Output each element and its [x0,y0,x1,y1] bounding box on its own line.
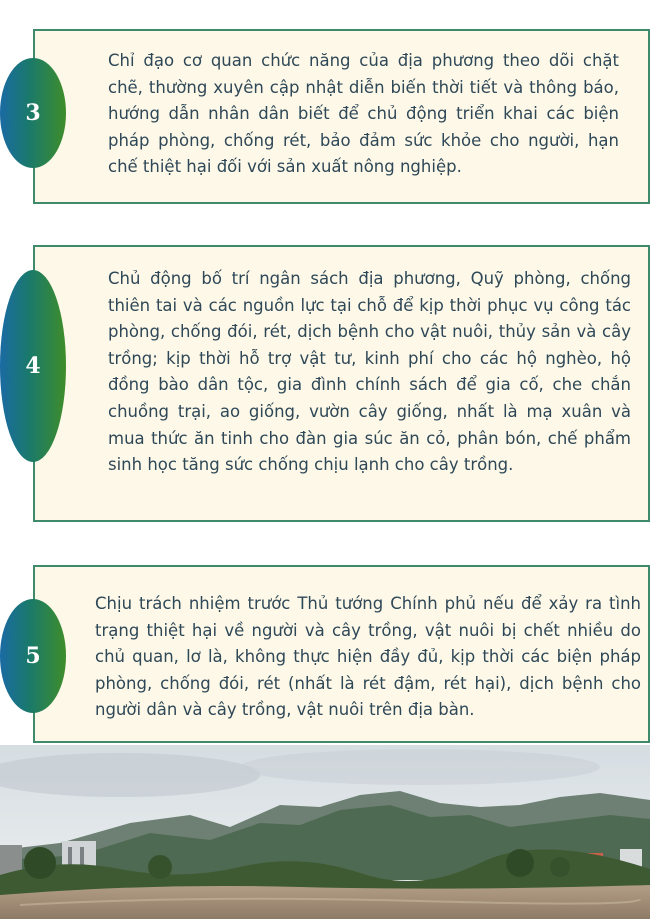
item-number-badge: 3 [0,58,66,168]
item-text: Chịu trách nhiệm trước Thủ tướng Chính phủ nếu để xảy ra tình trạng thiệt hại về người và cây trồng, vật nuôi bị chết nhiều do chủ quan, lơ là, không thực hiện đầy đủ, kịp thời các biện pháp phòng, chống đói, rét (nhất là rét đậm, rét hại), dịch bệnh cho người dân và cây trồng, vật nuôi trên địa bàn. [95,594,641,720]
item-text: Chỉ đạo cơ quan chức năng của địa phương theo dõi chặt chẽ, thường xuyên cập nhật diễn biến thời tiết và thông báo, hướng dẫn nhân dân biết để chủ động triển khai các biện pháp phòng, chống rét, bảo đảm sức khỏe cho người, hạn chế thiệt hại đối với sản xuất nông nghiệp. [108,51,619,177]
item-number-badge: 4 [0,270,66,462]
river-mountain-landscape-image [0,745,650,919]
item-card-5 [33,565,650,743]
item-card-4 [33,245,650,522]
landscape-photo [0,745,650,919]
item-number-badge: 5 [0,599,66,713]
item-text: Chủ động bố trí ngân sách địa phương, Quỹ phòng, chống thiên tai và các nguồn lực tại chỗ để kịp thời phục vụ công tác phòng, chống đói, rét, dịch bệnh cho vật nuôi, thủy sản và cây trồng; kịp thời hỗ trợ vật tư, kinh phí cho các hộ nghèo, hộ đồng bào dân tộc, gia đình chính sách để gia cố, che chắn chuồng trại, ao giống, vườn cây giống, nhất là mạ xuân và mua thức ăn tinh cho đàn gia súc ăn cỏ, phân bón, chế phẩm sinh học tăng sức chống chịu lạnh cho cây trồng. [108,269,631,475]
item-card-3 [33,29,650,204]
